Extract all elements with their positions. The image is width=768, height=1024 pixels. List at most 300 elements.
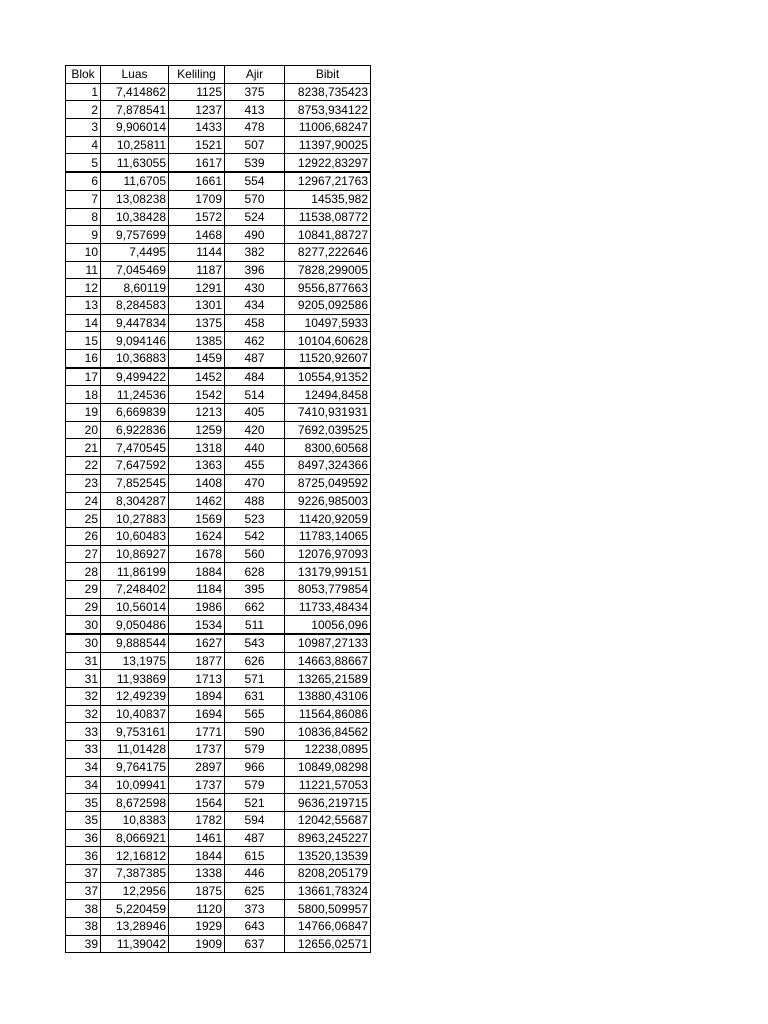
cell-bibit[interactable]: 12656,02571 — [285, 935, 371, 953]
cell-ajir[interactable]: 625 — [225, 882, 285, 900]
cell-blok[interactable]: 33 — [66, 741, 101, 759]
cell-ajir[interactable]: 488 — [225, 492, 285, 510]
cell-keliling[interactable]: 1385 — [169, 332, 225, 350]
cell-bibit[interactable]: 9205,092586 — [285, 296, 371, 314]
cell-luas[interactable]: 7,470545 — [101, 439, 169, 457]
cell-bibit[interactable]: 7828,299005 — [285, 261, 371, 279]
table-row — [66, 492, 371, 510]
cell-ajir[interactable]: 579 — [225, 741, 285, 759]
cell-blok[interactable]: 2 — [66, 101, 101, 119]
cell-luas[interactable]: 11,93869 — [101, 670, 169, 688]
cell-keliling[interactable]: 1737 — [169, 776, 225, 794]
cell-blok[interactable]: 4 — [66, 136, 101, 154]
cell-keliling[interactable]: 1572 — [169, 208, 225, 226]
cell-blok[interactable]: 31 — [66, 670, 101, 688]
cell-keliling[interactable]: 1627 — [169, 634, 225, 652]
cell-ajir[interactable]: 434 — [225, 296, 285, 314]
cell-blok[interactable]: 6 — [66, 172, 101, 190]
cell-bibit[interactable]: 8497,324366 — [285, 457, 371, 475]
cell-blok[interactable]: 37 — [66, 882, 101, 900]
cell-ajir[interactable]: 478 — [225, 119, 285, 137]
table-row — [66, 474, 371, 492]
cell-bibit[interactable]: 11564,86086 — [285, 705, 371, 723]
cell-bibit[interactable]: 12922,83297 — [285, 154, 371, 172]
cell-ajir[interactable]: 507 — [225, 136, 285, 154]
table-row — [66, 847, 371, 865]
table-row — [66, 723, 371, 741]
cell-blok[interactable]: 21 — [66, 439, 101, 457]
cell-keliling[interactable]: 1521 — [169, 136, 225, 154]
cell-ajir[interactable]: 560 — [225, 545, 285, 563]
table-row — [66, 386, 371, 404]
cell-ajir[interactable]: 511 — [225, 616, 285, 634]
cell-ajir[interactable]: 514 — [225, 386, 285, 404]
cell-ajir[interactable]: 579 — [225, 776, 285, 794]
cell-bibit[interactable]: 8238,735423 — [285, 83, 371, 101]
header-keliling[interactable]: Keliling — [169, 66, 225, 84]
cell-ajir[interactable]: 490 — [225, 226, 285, 244]
cell-keliling[interactable]: 1542 — [169, 386, 225, 404]
cell-keliling[interactable]: 1564 — [169, 794, 225, 812]
cell-bibit[interactable]: 10554,91352 — [285, 368, 371, 386]
cell-ajir[interactable]: 539 — [225, 154, 285, 172]
cell-bibit[interactable]: 14663,88667 — [285, 652, 371, 670]
cell-ajir[interactable]: 405 — [225, 404, 285, 422]
cell-blok[interactable]: 33 — [66, 723, 101, 741]
cell-blok[interactable]: 17 — [66, 368, 101, 386]
cell-ajir[interactable]: 626 — [225, 652, 285, 670]
cell-blok[interactable]: 31 — [66, 652, 101, 670]
cell-blok[interactable]: 13 — [66, 296, 101, 314]
cell-luas[interactable]: 12,49239 — [101, 688, 169, 706]
cell-bibit[interactable]: 13880,43106 — [285, 688, 371, 706]
table-row — [66, 776, 371, 794]
cell-bibit[interactable]: 11420,92059 — [285, 510, 371, 528]
cell-keliling[interactable]: 1884 — [169, 563, 225, 581]
table-row — [66, 794, 371, 812]
cell-keliling[interactable]: 1534 — [169, 616, 225, 634]
cell-keliling[interactable]: 1237 — [169, 101, 225, 119]
cell-luas[interactable]: 9,757699 — [101, 226, 169, 244]
cell-luas[interactable]: 6,669839 — [101, 404, 169, 422]
cell-blok[interactable]: 18 — [66, 386, 101, 404]
cell-blok[interactable]: 5 — [66, 154, 101, 172]
cell-bibit[interactable]: 11538,08772 — [285, 208, 371, 226]
cell-luas[interactable]: 13,08238 — [101, 190, 169, 208]
cell-blok[interactable]: 38 — [66, 900, 101, 918]
cell-bibit[interactable]: 9226,985003 — [285, 492, 371, 510]
table-row — [66, 598, 371, 616]
table-row — [66, 243, 371, 261]
cell-luas[interactable]: 7,248402 — [101, 580, 169, 598]
cell-blok[interactable]: 25 — [66, 510, 101, 528]
table-row — [66, 829, 371, 847]
cell-bibit[interactable]: 12076,97093 — [285, 545, 371, 563]
cell-ajir[interactable]: 631 — [225, 688, 285, 706]
cell-bibit[interactable]: 9636,219715 — [285, 794, 371, 812]
cell-bibit[interactable]: 7692,039525 — [285, 421, 371, 439]
cell-keliling[interactable]: 1875 — [169, 882, 225, 900]
cell-luas[interactable]: 7,045469 — [101, 261, 169, 279]
cell-keliling[interactable]: 1125 — [169, 83, 225, 101]
cell-blok[interactable]: 37 — [66, 864, 101, 882]
cell-bibit[interactable]: 8725,049592 — [285, 474, 371, 492]
cell-keliling[interactable]: 1624 — [169, 527, 225, 545]
cell-bibit[interactable]: 11397,90025 — [285, 136, 371, 154]
cell-ajir[interactable]: 637 — [225, 935, 285, 953]
cell-bibit[interactable]: 13179,99151 — [285, 563, 371, 581]
cell-keliling[interactable]: 1452 — [169, 368, 225, 386]
cell-blok[interactable]: 7 — [66, 190, 101, 208]
cell-luas[interactable]: 9,764175 — [101, 758, 169, 776]
table-row — [66, 172, 371, 190]
cell-luas[interactable]: 10,27883 — [101, 510, 169, 528]
cell-ajir[interactable]: 966 — [225, 758, 285, 776]
data-table — [65, 65, 371, 953]
cell-blok[interactable]: 8 — [66, 208, 101, 226]
cell-ajir[interactable]: 440 — [225, 439, 285, 457]
cell-blok[interactable]: 29 — [66, 580, 101, 598]
table-row — [66, 864, 371, 882]
table-row — [66, 705, 371, 723]
header-ajir[interactable]: Ajir — [225, 66, 285, 84]
cell-ajir[interactable]: 462 — [225, 332, 285, 350]
cell-ajir[interactable]: 446 — [225, 864, 285, 882]
cell-luas[interactable]: 9,906014 — [101, 119, 169, 137]
cell-luas[interactable]: 9,499422 — [101, 368, 169, 386]
cell-bibit[interactable]: 14766,06847 — [285, 918, 371, 936]
cell-luas[interactable]: 11,39042 — [101, 935, 169, 953]
table-row — [66, 421, 371, 439]
cell-luas[interactable]: 8,066921 — [101, 829, 169, 847]
cell-blok[interactable]: 34 — [66, 776, 101, 794]
cell-luas[interactable]: 8,284583 — [101, 296, 169, 314]
cell-blok[interactable]: 38 — [66, 918, 101, 936]
cell-luas[interactable]: 7,878541 — [101, 101, 169, 119]
cell-luas[interactable]: 9,050486 — [101, 616, 169, 634]
cell-ajir[interactable]: 395 — [225, 580, 285, 598]
cell-bibit[interactable]: 11783,14065 — [285, 527, 371, 545]
cell-blok[interactable]: 3 — [66, 119, 101, 137]
cell-blok[interactable]: 23 — [66, 474, 101, 492]
cell-bibit[interactable]: 10104,60628 — [285, 332, 371, 350]
cell-keliling[interactable]: 1375 — [169, 314, 225, 332]
cell-ajir[interactable]: 375 — [225, 83, 285, 101]
cell-luas[interactable]: 13,28946 — [101, 918, 169, 936]
cell-keliling[interactable]: 1408 — [169, 474, 225, 492]
cell-ajir[interactable]: 615 — [225, 847, 285, 865]
cell-ajir[interactable]: 571 — [225, 670, 285, 688]
cell-blok[interactable]: 35 — [66, 811, 101, 829]
cell-blok[interactable]: 36 — [66, 829, 101, 847]
header-row — [66, 66, 371, 84]
cell-luas[interactable]: 9,447834 — [101, 314, 169, 332]
cell-bibit[interactable]: 11733,48434 — [285, 598, 371, 616]
table-row — [66, 296, 371, 314]
cell-luas[interactable]: 10,25811 — [101, 136, 169, 154]
cell-bibit[interactable]: 13520,13539 — [285, 847, 371, 865]
cell-ajir[interactable]: 554 — [225, 172, 285, 190]
table-row — [66, 226, 371, 244]
cell-luas[interactable]: 6,922836 — [101, 421, 169, 439]
cell-bibit[interactable]: 11520,92607 — [285, 350, 371, 368]
cell-luas[interactable]: 10,40837 — [101, 705, 169, 723]
cell-blok[interactable]: 26 — [66, 527, 101, 545]
cell-bibit[interactable]: 10836,84562 — [285, 723, 371, 741]
cell-ajir[interactable]: 470 — [225, 474, 285, 492]
cell-bibit[interactable]: 10497,5933 — [285, 314, 371, 332]
cell-luas[interactable]: 11,01428 — [101, 741, 169, 759]
cell-ajir[interactable]: 594 — [225, 811, 285, 829]
table-body — [66, 83, 371, 953]
cell-keliling[interactable]: 1661 — [169, 172, 225, 190]
table-row — [66, 190, 371, 208]
cell-luas[interactable]: 11,86199 — [101, 563, 169, 581]
cell-keliling[interactable]: 1929 — [169, 918, 225, 936]
cell-blok[interactable]: 19 — [66, 404, 101, 422]
cell-bibit[interactable]: 10056,096 — [285, 616, 371, 634]
cell-luas[interactable]: 7,852545 — [101, 474, 169, 492]
cell-keliling[interactable]: 1877 — [169, 652, 225, 670]
table-row — [66, 652, 371, 670]
cell-keliling[interactable]: 1771 — [169, 723, 225, 741]
cell-luas[interactable]: 10,8383 — [101, 811, 169, 829]
cell-keliling[interactable]: 1986 — [169, 598, 225, 616]
cell-bibit[interactable]: 8053,779854 — [285, 580, 371, 598]
cell-luas[interactable]: 8,304287 — [101, 492, 169, 510]
cell-bibit[interactable]: 11221,57053 — [285, 776, 371, 794]
table-row — [66, 616, 371, 634]
cell-keliling[interactable]: 1909 — [169, 935, 225, 953]
cell-blok[interactable]: 28 — [66, 563, 101, 581]
cell-ajir[interactable]: 565 — [225, 705, 285, 723]
table-row — [66, 332, 371, 350]
table-row — [66, 688, 371, 706]
cell-luas[interactable]: 7,4495 — [101, 243, 169, 261]
cell-blok[interactable]: 10 — [66, 243, 101, 261]
cell-keliling[interactable]: 1737 — [169, 741, 225, 759]
cell-ajir[interactable]: 413 — [225, 101, 285, 119]
cell-blok[interactable]: 20 — [66, 421, 101, 439]
cell-bibit[interactable]: 12238,0895 — [285, 741, 371, 759]
table-row — [66, 918, 371, 936]
cell-ajir[interactable]: 542 — [225, 527, 285, 545]
cell-blok[interactable]: 30 — [66, 616, 101, 634]
table-row — [66, 882, 371, 900]
table-row — [66, 811, 371, 829]
cell-ajir[interactable]: 524 — [225, 208, 285, 226]
cell-bibit[interactable]: 8300,60568 — [285, 439, 371, 457]
cell-blok[interactable]: 15 — [66, 332, 101, 350]
cell-luas[interactable]: 10,36883 — [101, 350, 169, 368]
cell-luas[interactable]: 9,753161 — [101, 723, 169, 741]
cell-ajir[interactable]: 484 — [225, 368, 285, 386]
table-row — [66, 634, 371, 652]
cell-keliling[interactable]: 1709 — [169, 190, 225, 208]
cell-blok[interactable]: 32 — [66, 688, 101, 706]
cell-blok[interactable]: 16 — [66, 350, 101, 368]
cell-ajir[interactable]: 420 — [225, 421, 285, 439]
table-row — [66, 457, 371, 475]
cell-ajir[interactable]: 628 — [225, 563, 285, 581]
cell-ajir[interactable]: 487 — [225, 350, 285, 368]
cell-bibit[interactable]: 11006,68247 — [285, 119, 371, 137]
cell-ajir[interactable]: 643 — [225, 918, 285, 936]
table-row — [66, 404, 371, 422]
cell-bibit[interactable]: 12967,21763 — [285, 172, 371, 190]
cell-keliling[interactable]: 1213 — [169, 404, 225, 422]
table-row — [66, 510, 371, 528]
header-bibit[interactable]: Bibit — [285, 66, 371, 84]
cell-blok[interactable]: 30 — [66, 634, 101, 652]
cell-ajir[interactable]: 487 — [225, 829, 285, 847]
cell-bibit[interactable]: 10849,08298 — [285, 758, 371, 776]
cell-luas[interactable]: 7,647592 — [101, 457, 169, 475]
cell-blok[interactable]: 9 — [66, 226, 101, 244]
cell-luas[interactable]: 10,60483 — [101, 527, 169, 545]
cell-ajir[interactable]: 543 — [225, 634, 285, 652]
spreadsheet — [65, 65, 371, 953]
cell-ajir[interactable]: 458 — [225, 314, 285, 332]
header-blok[interactable]: Blok — [66, 66, 101, 84]
cell-keliling[interactable]: 1318 — [169, 439, 225, 457]
cell-ajir[interactable]: 396 — [225, 261, 285, 279]
cell-ajir[interactable]: 521 — [225, 794, 285, 812]
cell-keliling[interactable]: 1363 — [169, 457, 225, 475]
cell-blok[interactable]: 24 — [66, 492, 101, 510]
table-row — [66, 101, 371, 119]
table-row — [66, 261, 371, 279]
cell-blok[interactable]: 32 — [66, 705, 101, 723]
cell-blok[interactable]: 34 — [66, 758, 101, 776]
cell-bibit[interactable]: 5800,509957 — [285, 900, 371, 918]
cell-ajir[interactable]: 523 — [225, 510, 285, 528]
cell-luas[interactable]: 11,63055 — [101, 154, 169, 172]
cell-luas[interactable]: 11,24536 — [101, 386, 169, 404]
cell-keliling[interactable]: 1459 — [169, 350, 225, 368]
cell-luas[interactable]: 7,387385 — [101, 864, 169, 882]
table-row — [66, 314, 371, 332]
cell-keliling[interactable]: 1678 — [169, 545, 225, 563]
cell-keliling[interactable]: 1894 — [169, 688, 225, 706]
table-row — [66, 279, 371, 297]
cell-keliling[interactable]: 2897 — [169, 758, 225, 776]
cell-keliling[interactable]: 1259 — [169, 421, 225, 439]
table-row — [66, 563, 371, 581]
table-row — [66, 758, 371, 776]
cell-keliling[interactable]: 1120 — [169, 900, 225, 918]
cell-ajir[interactable]: 430 — [225, 279, 285, 297]
cell-keliling[interactable]: 1144 — [169, 243, 225, 261]
cell-blok[interactable]: 36 — [66, 847, 101, 865]
cell-luas[interactable]: 5,220459 — [101, 900, 169, 918]
cell-luas[interactable]: 9,888544 — [101, 634, 169, 652]
cell-keliling[interactable]: 1461 — [169, 829, 225, 847]
cell-blok[interactable]: 14 — [66, 314, 101, 332]
cell-blok[interactable]: 29 — [66, 598, 101, 616]
table-row — [66, 741, 371, 759]
cell-keliling[interactable]: 1782 — [169, 811, 225, 829]
table-row — [66, 208, 371, 226]
cell-keliling[interactable]: 1694 — [169, 705, 225, 723]
cell-keliling[interactable]: 1617 — [169, 154, 225, 172]
cell-luas[interactable]: 10,38428 — [101, 208, 169, 226]
table-row — [66, 935, 371, 953]
cell-blok[interactable]: 1 — [66, 83, 101, 101]
table-row — [66, 83, 371, 101]
cell-bibit[interactable]: 8208,205179 — [285, 864, 371, 882]
cell-bibit[interactable]: 8277,222646 — [285, 243, 371, 261]
cell-bibit[interactable]: 14535,982 — [285, 190, 371, 208]
cell-bibit[interactable]: 10987,27133 — [285, 634, 371, 652]
cell-keliling[interactable]: 1338 — [169, 864, 225, 882]
cell-keliling[interactable]: 1844 — [169, 847, 225, 865]
cell-bibit[interactable]: 7410,931931 — [285, 404, 371, 422]
cell-ajir[interactable]: 570 — [225, 190, 285, 208]
cell-keliling[interactable]: 1433 — [169, 119, 225, 137]
table-row — [66, 545, 371, 563]
cell-blok[interactable]: 22 — [66, 457, 101, 475]
cell-blok[interactable]: 11 — [66, 261, 101, 279]
table-row — [66, 670, 371, 688]
cell-keliling[interactable]: 1462 — [169, 492, 225, 510]
cell-bibit[interactable]: 8753,934122 — [285, 101, 371, 119]
cell-blok[interactable]: 27 — [66, 545, 101, 563]
cell-bibit[interactable]: 9556,877663 — [285, 279, 371, 297]
header-luas[interactable]: Luas — [101, 66, 169, 84]
cell-bibit[interactable]: 10841,88727 — [285, 226, 371, 244]
cell-luas[interactable]: 12,16812 — [101, 847, 169, 865]
table-row — [66, 119, 371, 137]
cell-keliling[interactable]: 1184 — [169, 580, 225, 598]
cell-luas[interactable]: 8,60119 — [101, 279, 169, 297]
cell-luas[interactable]: 10,56014 — [101, 598, 169, 616]
cell-ajir[interactable]: 590 — [225, 723, 285, 741]
cell-luas[interactable]: 10,86927 — [101, 545, 169, 563]
cell-bibit[interactable]: 12494,8458 — [285, 386, 371, 404]
cell-blok[interactable]: 35 — [66, 794, 101, 812]
table-row — [66, 368, 371, 386]
cell-bibit[interactable]: 13265,21589 — [285, 670, 371, 688]
cell-keliling[interactable]: 1468 — [169, 226, 225, 244]
cell-keliling[interactable]: 1713 — [169, 670, 225, 688]
cell-ajir[interactable]: 373 — [225, 900, 285, 918]
cell-luas[interactable]: 10,09941 — [101, 776, 169, 794]
cell-luas[interactable]: 11,6705 — [101, 172, 169, 190]
cell-keliling[interactable]: 1569 — [169, 510, 225, 528]
table-row — [66, 154, 371, 172]
cell-keliling[interactable]: 1301 — [169, 296, 225, 314]
cell-luas[interactable]: 12,2956 — [101, 882, 169, 900]
cell-luas[interactable]: 13,1975 — [101, 652, 169, 670]
table-row — [66, 439, 371, 457]
cell-ajir[interactable]: 455 — [225, 457, 285, 475]
cell-ajir[interactable]: 382 — [225, 243, 285, 261]
cell-bibit[interactable]: 13661,78324 — [285, 882, 371, 900]
cell-luas[interactable]: 7,414862 — [101, 83, 169, 101]
cell-ajir[interactable]: 662 — [225, 598, 285, 616]
cell-keliling[interactable]: 1291 — [169, 279, 225, 297]
cell-luas[interactable]: 9,094146 — [101, 332, 169, 350]
cell-keliling[interactable]: 1187 — [169, 261, 225, 279]
cell-luas[interactable]: 8,672598 — [101, 794, 169, 812]
cell-bibit[interactable]: 12042,55687 — [285, 811, 371, 829]
cell-bibit[interactable]: 8963,245227 — [285, 829, 371, 847]
cell-blok[interactable]: 12 — [66, 279, 101, 297]
table-row — [66, 350, 371, 368]
cell-blok[interactable]: 39 — [66, 935, 101, 953]
table-row — [66, 527, 371, 545]
